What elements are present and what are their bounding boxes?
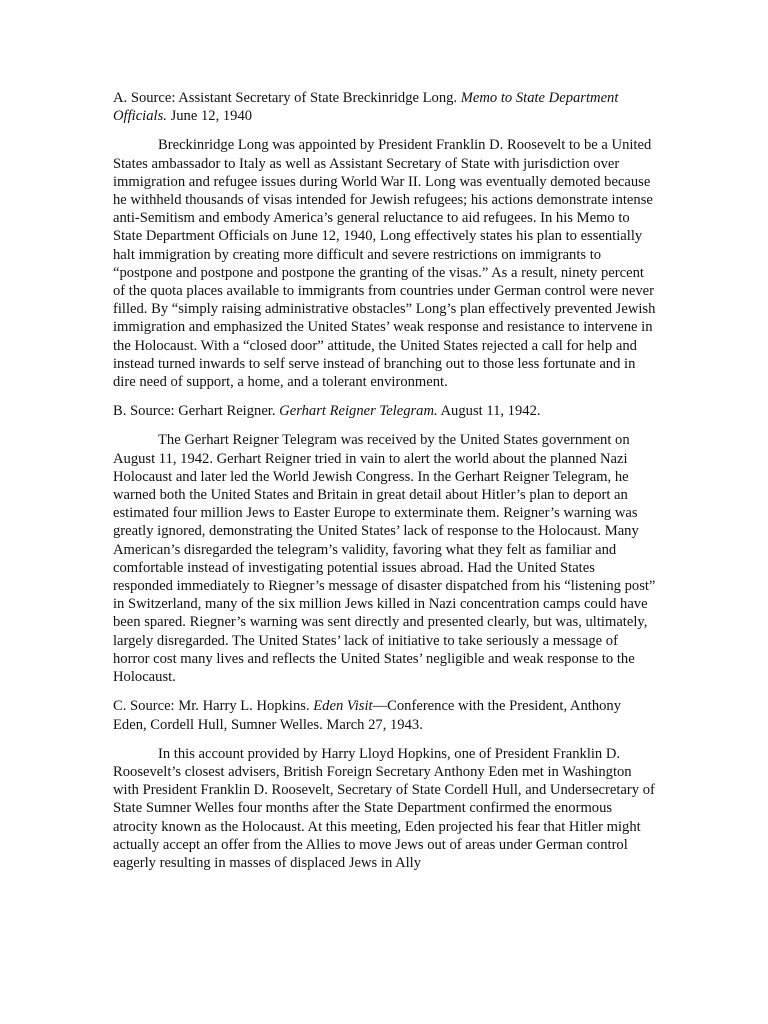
- section-a-heading: [113, 89, 658, 125]
- section-c-heading-title: Eden Visit: [313, 698, 373, 715]
- section-c-heading-suffix: —Conference with the President, Anthony Eden, Cordell Hull, Sumner Welles. March 27, 1943.: [113, 698, 622, 733]
- section-a-body: Breckinridge Long was appointed by President Franklin D. Roosevelt to be a United States ambassador to Italy as well as Assistant Secretary of State with jurisdiction over immigration and refugee issues during World War II. Long was eventually demoted because he withheld thousands of visas intended for Jewish refugees; his actions demonstrate intense anti-Semitism and embody America’s general reluctance to aid refugees. In his Memo to State Department Officials on June 12, 1940, Long effectively states his plan to essentially halt immigration by creating more difficult and severe restrictions on immigrants to “postpone and postpone and postpone the granting of the visas.” As a result, ninety percent of the quota places available to immigrants from countries under German control were never filled. By “simply raising administrative obstacles” Long’s plan effectively prevented Jewish immigration and emphasized the United States’ weak response and resistance to intervene in the Holocaust. With a “closed door” attitude, the United States rejected a call for help and instead turned inwards to self serve instead of branching out to those less fortunate and in dire need of support, a home, and a tolerant environment.: [113, 137, 656, 391]
- section-b: [113, 402, 658, 686]
- section-a-heading-title: Memo to State Department Officials.: [113, 90, 619, 125]
- section-c-heading: [113, 697, 658, 733]
- document-page: [113, 89, 658, 883]
- section-b-heading-suffix: August 11, 1942.: [437, 403, 541, 420]
- section-b-body: The Gerhart Reigner Telegram was received by the United States government on August 11, 1942. Gerhart Reigner tried in vain to alert the world about the planned Nazi Holocaust and later led the World Jewish Congress. In the Gerhart Reigner Telegram, he warned both the United States and Britain in great detail about Hitler’s plan to deport an estimated four million Jews to Easter Europe to exterminate them. Reigner’s warning was greatly ignored, demonstrating the United States’ lack of response to the Holocaust. Many American’s disregarded the telegram’s validity, favoring what they felt as familiar and comfortable instead of investigating potential issues abroad. Had the United States responded immediately to Riegner’s message of disaster dispatched from his “listening post” in Switzerland, many of the six million Jews killed in Nazi concentration camps could have been spared. Riegner’s warning was sent directly and presented clearly, but was, ultimately, largely disregarded. The United States’ lack of initiative to take seriously a message of horror cost many lives and reflects the United States’ negligible and weak response to the Holocaust.: [113, 432, 656, 686]
- section-c: [113, 697, 658, 872]
- section-b-heading: [113, 402, 658, 420]
- section-a-heading-prefix: A. Source: Assistant Secretary of State Breckinridge Long.: [113, 90, 461, 106]
- section-c-heading-prefix: C. Source: Mr. Harry L. Hopkins.: [113, 698, 314, 715]
- section-a-heading-suffix: June 12, 1940: [166, 108, 253, 125]
- section-a: [113, 89, 658, 391]
- section-b-heading-title: Gerhart Reigner Telegram.: [279, 403, 438, 420]
- section-b-heading-prefix: B. Source: Gerhart Reigner.: [113, 403, 280, 420]
- section-c-body: In this account provided by Harry Lloyd Hopkins, one of President Franklin D. Roosevelt’s closest advisers, British Foreign Secretary Anthony Eden met in Washington with President Franklin D. Roosevelt, Secretary of State Cordell Hull, and Undersecretary of State Sumner Welles four months after the State Department confirmed the enormous atrocity known as the Holocaust. At this meeting, Eden projected his fear that Hitler might actually accept an offer from the Allies to move Jews out of areas under German control eagerly resulting in masses of displaced Jews in Ally: [113, 745, 655, 871]
